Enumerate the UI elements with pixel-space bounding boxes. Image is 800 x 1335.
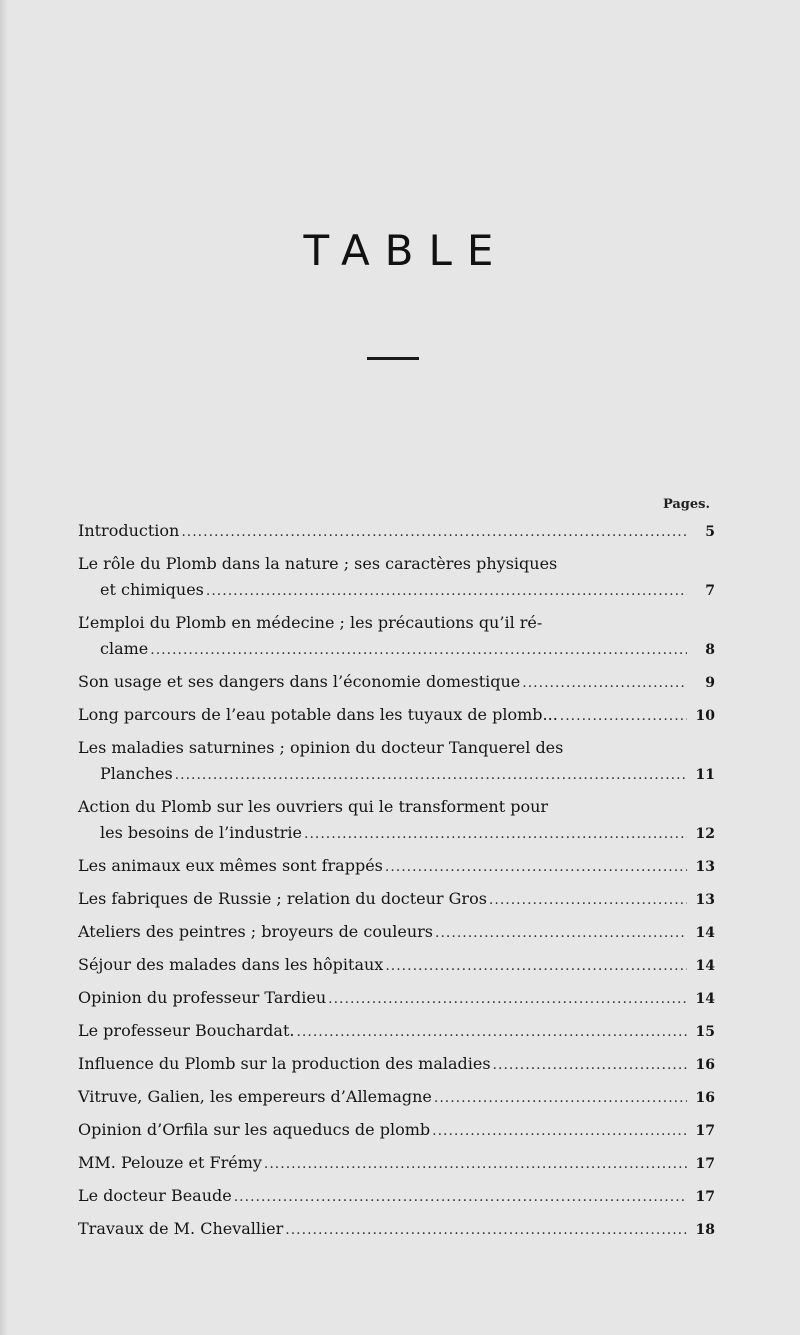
pages-column-label: Pages.	[662, 497, 710, 512]
toc-entry-text: les besoins de l’industrie	[100, 823, 302, 842]
toc-entry-row	[78, 1183, 715, 1210]
dot-leader	[434, 1085, 687, 1111]
toc-entry	[78, 610, 715, 663]
toc-entry-row	[78, 886, 715, 913]
dot-leader	[328, 986, 687, 1012]
dot-leader	[432, 1118, 687, 1144]
toc-entry-text: Action du Plomb sur les ouvriers qui le transforment pour	[78, 797, 549, 816]
dot-leader	[493, 1052, 687, 1078]
toc-page-number: 7	[705, 583, 715, 599]
dot-leader	[435, 920, 687, 946]
toc-entry	[78, 853, 715, 880]
toc-entry-row	[78, 1084, 715, 1111]
toc-entry-row	[78, 820, 715, 847]
toc-entry	[78, 551, 715, 604]
dot-leader	[234, 1184, 687, 1210]
page-title: TABLE	[303, 226, 509, 275]
dot-leader	[304, 821, 687, 847]
toc-entry-row	[78, 1018, 715, 1045]
dot-leader	[560, 703, 687, 729]
toc-entry	[78, 669, 715, 696]
toc-entry-text: clame	[100, 639, 149, 658]
toc-entry-text: Introduction	[78, 521, 180, 540]
dot-leader	[175, 762, 687, 788]
toc-entry-text: Influence du Plomb sur la production des maladies	[78, 1054, 491, 1073]
toc-entry-row	[78, 636, 715, 663]
toc-entry	[78, 1084, 715, 1111]
toc-page-number: 13	[695, 859, 715, 875]
toc-entry	[78, 518, 715, 545]
toc-page-number: 8	[705, 642, 715, 658]
toc-entry	[78, 735, 715, 788]
toc-entry	[78, 985, 715, 1012]
toc-page-number: 17	[695, 1156, 715, 1172]
toc-entry-row	[78, 1117, 715, 1144]
toc-entry-text: Son usage et ses dangers dans l’économie domestique	[78, 672, 521, 691]
toc-entry-row	[78, 1051, 715, 1078]
toc-entry-text: Planches	[100, 764, 173, 783]
toc-entry	[78, 952, 715, 979]
toc-entry-text: MM. Pelouze et Frémy	[78, 1153, 262, 1172]
dot-leader	[489, 887, 687, 913]
toc-entry	[78, 1183, 715, 1210]
toc-entry-row	[78, 577, 715, 604]
dot-leader	[522, 670, 687, 696]
dot-leader	[150, 637, 687, 663]
toc-entry-row	[78, 761, 715, 788]
toc-entry	[78, 794, 715, 847]
toc-entry	[78, 1117, 715, 1144]
dot-leader	[181, 519, 687, 545]
toc-entry-text: Travaux de M. Chevallier	[78, 1219, 284, 1238]
toc-entry-text: Ateliers des peintres ; broyeurs de couleurs	[78, 922, 434, 941]
dot-leader	[385, 953, 687, 979]
toc-entry	[78, 919, 715, 946]
dot-leader	[385, 854, 687, 880]
toc-page-number: 18	[695, 1222, 715, 1238]
toc-entry-row	[78, 952, 715, 979]
toc-entry-row	[78, 985, 715, 1012]
toc-entry-text: Long parcours de l’eau potable dans les tuyaux de plomb...	[78, 705, 558, 724]
toc-entry	[78, 1216, 715, 1243]
dot-leader	[264, 1151, 687, 1177]
toc-page-number: 12	[695, 826, 715, 842]
toc-page-number: 9	[705, 675, 715, 691]
toc-entry	[78, 886, 715, 913]
table-of-contents	[78, 518, 715, 1249]
toc-entry-text: Les maladies saturnines ; opinion du docteur Tanquerel des	[78, 738, 564, 757]
toc-entry-text: Les fabriques de Russie ; relation du docteur Gros	[78, 889, 487, 908]
toc-entry-row	[78, 669, 715, 696]
toc-page-number: 15	[695, 1024, 715, 1040]
toc-entry-row	[78, 853, 715, 880]
toc-entry-row	[78, 1216, 715, 1243]
toc-entry-text: L’emploi du Plomb en médecine ; les précautions qu’il ré-	[78, 613, 543, 632]
toc-entry-row	[78, 518, 715, 545]
toc-entry	[78, 702, 715, 729]
toc-entry-text: Les animaux eux mêmes sont frappés	[78, 856, 383, 875]
toc-page-number: 14	[695, 958, 715, 974]
toc-page-number: 14	[695, 925, 715, 941]
toc-entry-text: Le professeur Bouchardat.	[78, 1021, 295, 1040]
toc-page-number: 17	[695, 1123, 715, 1139]
toc-entry-row	[78, 1150, 715, 1177]
toc-page-number: 17	[695, 1189, 715, 1205]
toc-entry-row	[78, 919, 715, 946]
toc-entry-text: Le rôle du Plomb dans la nature ; ses caractères physiques	[78, 554, 558, 573]
toc-entry-text: Opinion du professeur Tardieu	[78, 988, 327, 1007]
toc-entry-row	[78, 702, 715, 729]
toc-entry-text: Opinion d’Orfila sur les aqueducs de plomb	[78, 1120, 431, 1139]
toc-page-number: 16	[695, 1057, 715, 1073]
toc-page-number: 14	[695, 991, 715, 1007]
toc-page-number: 10	[695, 708, 715, 724]
toc-entry-text: Séjour des malades dans les hôpitaux	[78, 955, 384, 974]
toc-page-number: 11	[695, 767, 715, 783]
toc-page-number: 5	[705, 524, 715, 540]
dot-leader	[206, 578, 687, 604]
toc-page-number: 16	[695, 1090, 715, 1106]
toc-entry	[78, 1018, 715, 1045]
toc-entry	[78, 1150, 715, 1177]
toc-entry-text: Le docteur Beaude	[78, 1186, 232, 1205]
title-divider	[367, 357, 419, 360]
toc-entry-text: et chimiques	[100, 580, 204, 599]
dot-leader	[296, 1019, 687, 1045]
toc-entry	[78, 1051, 715, 1078]
toc-entry-text: Vitruve, Galien, les empereurs d’Allemagne	[78, 1087, 432, 1106]
dot-leader	[285, 1217, 687, 1243]
toc-page-number: 13	[695, 892, 715, 908]
